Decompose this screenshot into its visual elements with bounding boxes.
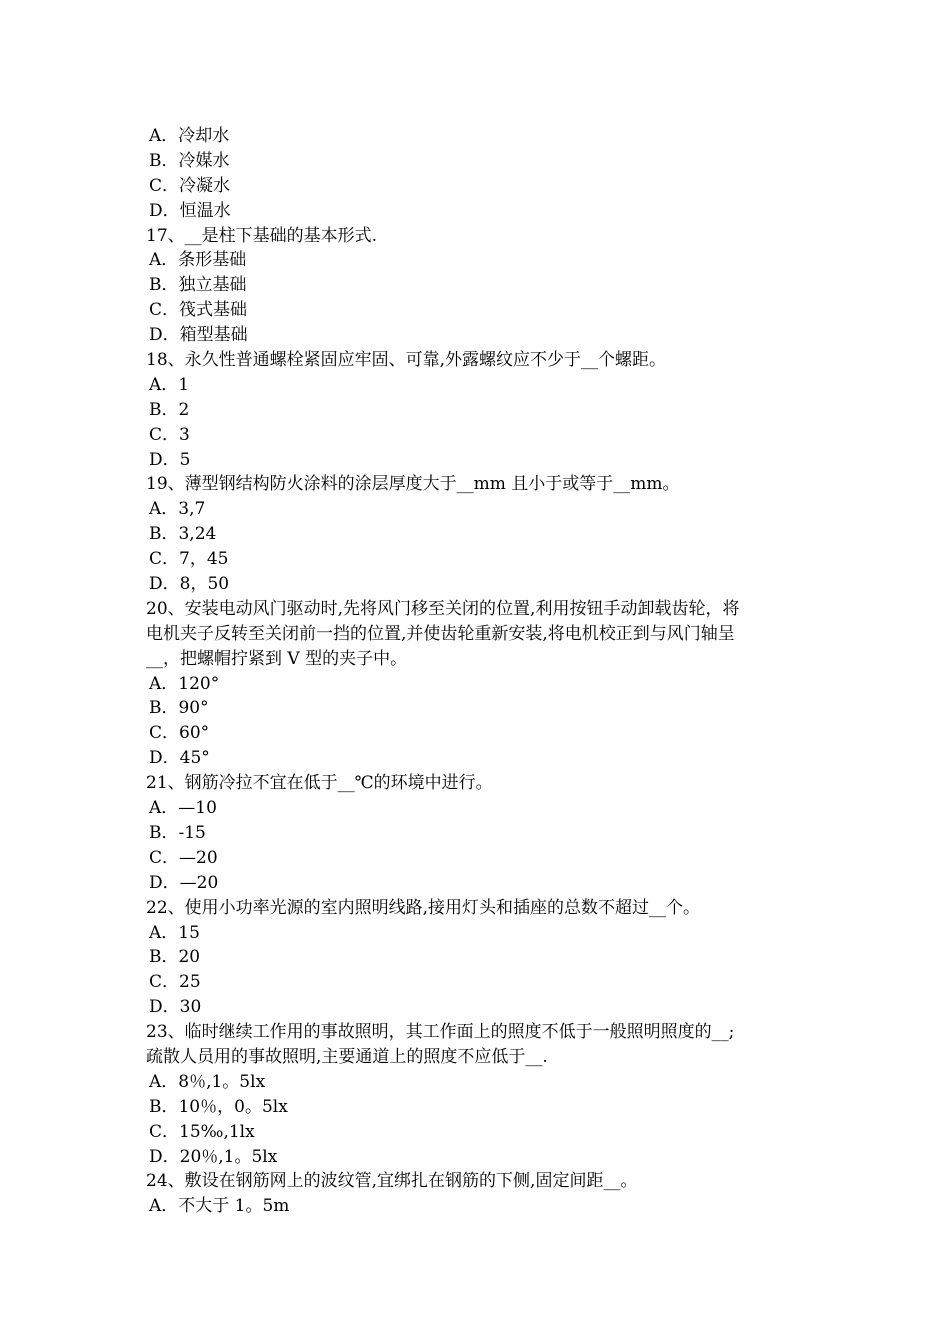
question-line: 23、临时继续工作用的事故照明，其工作面上的照度不低于一般照明照度的__; xyxy=(146,1022,735,1043)
option-line: C．冷凝水 xyxy=(149,175,231,196)
option-line: D．恒温水 xyxy=(149,200,231,221)
option-line: A．1 xyxy=(149,374,190,395)
option-line: C．60° xyxy=(149,723,210,744)
question-line: 18、永久性普通螺栓紧固应牢固、可靠,外露螺纹应不少于__个螺距。 xyxy=(146,350,667,371)
option-line: B．-15 xyxy=(149,822,206,843)
option-line: A．3,7 xyxy=(149,499,206,520)
option-line: A．—10 xyxy=(149,798,217,819)
question-line: 疏散人员用的事故照明,主要通道上的照度不应低于__. xyxy=(146,1046,548,1067)
option-line: A．条形基础 xyxy=(149,250,247,271)
option-line: C．25 xyxy=(149,972,201,993)
option-line: B．独立基础 xyxy=(149,275,247,296)
option-line: D．5 xyxy=(149,449,191,470)
option-line: B．2 xyxy=(149,399,190,420)
question-line: __，把螺帽拧紧到 V 型的夹子中。 xyxy=(146,648,408,669)
option-line: D．45° xyxy=(149,748,210,769)
question-line: 22、使用小功率光源的室内照明线路,接用灯头和插座的总数不超过__个。 xyxy=(146,897,701,918)
option-line: A．不大于 1。5m xyxy=(149,1196,290,1217)
option-line: C．筏式基础 xyxy=(149,300,248,321)
option-line: C．7，45 xyxy=(149,549,229,570)
question-line: 17、__是柱下基础的基本形式. xyxy=(146,225,378,246)
option-line: A．8％,1。5lx xyxy=(149,1071,266,1092)
option-line: C．—20 xyxy=(149,847,218,868)
question-line: 19、薄型钢结构防火涂料的涂层厚度大于__mm 且小于或等于__mm。 xyxy=(146,474,680,495)
question-line: 21、钢筋冷拉不宜在低于__℃的环境中进行。 xyxy=(146,773,493,794)
option-line: B．20 xyxy=(149,947,201,968)
option-line: B．10％，0。5lx xyxy=(149,1096,288,1117)
question-line: 20、安装电动风门驱动时,先将风门移至关闭的位置,利用按钮手动卸载齿轮，将 xyxy=(146,598,740,619)
question-line: 24、敷设在钢筋网上的波纹管,宜绑扎在钢筋的下侧,固定间距__。 xyxy=(146,1171,638,1192)
option-line: D．箱型基础 xyxy=(149,325,248,346)
option-line: B．3,24 xyxy=(149,524,217,545)
option-line: C．15‰,1lx xyxy=(149,1121,255,1142)
option-line: A．120° xyxy=(149,673,220,694)
option-line: D．20％,1。5lx xyxy=(149,1146,278,1167)
option-line: A．冷却水 xyxy=(149,126,230,146)
option-line: D．8，50 xyxy=(149,574,230,595)
option-line: B．冷媒水 xyxy=(149,150,230,171)
question-list xyxy=(146,124,826,1219)
option-line: C．3 xyxy=(149,424,190,445)
option-line: B．90° xyxy=(149,698,209,719)
option-line: D．—20 xyxy=(149,872,219,893)
question-line: 电机夹子反转至关闭前一挡的位置,并使齿轮重新安装,将电机校正到与风门轴呈 xyxy=(146,623,735,644)
option-line: A．15 xyxy=(149,922,200,943)
option-line: D．30 xyxy=(149,997,202,1018)
